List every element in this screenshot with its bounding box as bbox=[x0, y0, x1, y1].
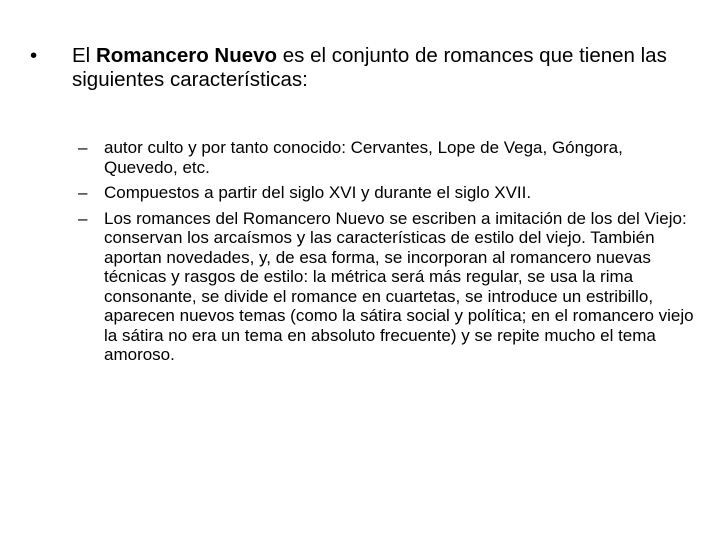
sub-bullet-text: Los romances del Romancero Nuevo se escriben a imitación de los del Viejo: conservan los arcaísmos y las características de estilo del viejo. También aportan novedades, y, de esa forma, se incorporan al romancero nuevas técnicas y rasgos de estilo: la métrica será más regular, se usa la rima consonante, se divide el romance en cuartetas, se introduce un estribillo, aparecen nuevos temas (como la sátira social y política; en el romancero viejo la sátira no era un tema en absoluto frecuente) y se repite mucho el tema amoroso. bbox=[104, 208, 694, 364]
dash-bullet-icon: – bbox=[78, 208, 88, 228]
dash-bullet-icon: – bbox=[78, 183, 88, 202]
sub-bullet-text: autor culto y por tanto conocido: Cervantes, Lope de Vega, Góngora, Quevedo, etc. bbox=[104, 138, 623, 177]
sub-bullet-item bbox=[78, 209, 698, 365]
dash-bullet-icon: – bbox=[78, 138, 88, 157]
main-bullet-bold-term: Romancero Nuevo bbox=[95, 44, 278, 67]
main-bullet bbox=[30, 44, 690, 92]
main-bullet-prefix: El bbox=[72, 44, 96, 67]
sub-bullet-list bbox=[78, 138, 698, 371]
sub-bullet-text: Compuestos a partir del siglo XVI y durante el siglo XVII. bbox=[104, 183, 532, 202]
sub-bullet-item bbox=[78, 183, 698, 203]
bullet-dot-icon: • bbox=[30, 44, 38, 67]
main-bullet-suffix: es el conjunto de romances que tienen las siguientes características: bbox=[72, 44, 667, 91]
sub-bullet-item bbox=[78, 138, 698, 177]
main-bullet-text bbox=[72, 44, 690, 92]
